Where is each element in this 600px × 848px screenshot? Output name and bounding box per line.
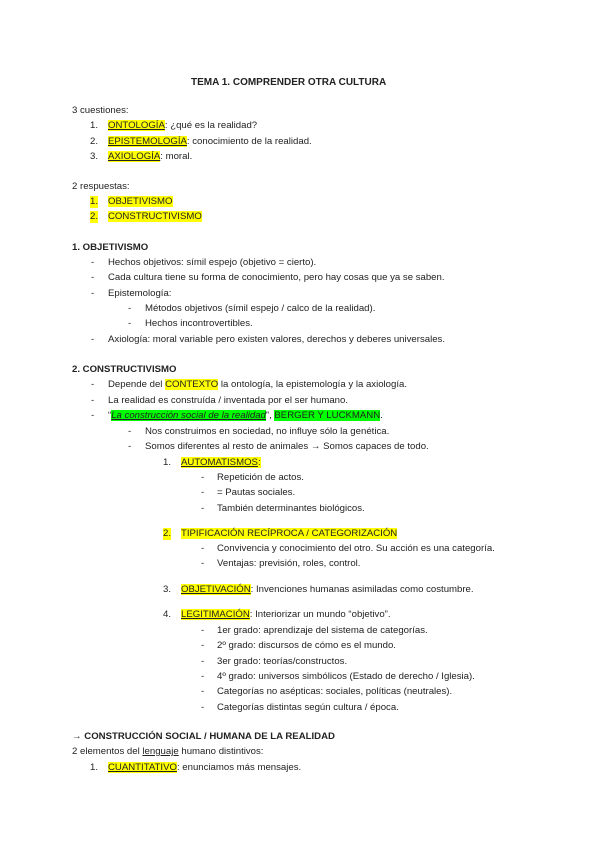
text-fragment: humano distintivos:: [178, 746, 264, 757]
list-item: [181, 528, 397, 540]
bullet-text: 2º grado: discursos de cómo es el mundo.: [217, 640, 396, 651]
bullet-text: [108, 410, 383, 422]
book-title: La construcción social de la realidad: [111, 410, 266, 421]
bullet-text: Somos diferentes al resto de animales → Somos capaces de todo.: [145, 441, 429, 452]
bullet-text: 4º grado: universos simbólicos (Estado de derecho / Iglesia).: [217, 671, 475, 682]
bullet-text: Cada cultura tiene su forma de conocimiento, pero hay cosas que ya se saben.: [108, 272, 445, 283]
list-number: 1.: [90, 196, 99, 207]
text-fragment: ”,: [265, 410, 275, 421]
bullet-text: Repetición de actos.: [217, 472, 304, 483]
term-constructivismo: CONSTRUCTIVISMO: [108, 211, 202, 222]
bullet-text: La realidad es construída / inventada por el ser humano.: [108, 395, 348, 406]
dash-bullet: -: [201, 671, 205, 682]
list-item: [181, 584, 474, 596]
term-axiologia: AXIOLOGÍA: [108, 151, 161, 162]
dash-bullet: -: [91, 272, 95, 283]
item-text: :: [257, 457, 261, 468]
bullet-text: Categorías no asépticas: sociales, políticas (neutrales).: [217, 686, 453, 697]
text-fragment: la ontología, la epistemología y la axiología.: [218, 379, 408, 390]
item-text: : ¿qué es la realidad?: [164, 120, 258, 131]
list-number: 1.: [90, 762, 99, 773]
list-item: [108, 762, 301, 774]
term-epistemologia: EPISTEMOLOGÍA: [108, 136, 187, 147]
dash-bullet: -: [201, 625, 205, 636]
text-fragment: .: [380, 410, 383, 421]
respuestas-intro: 2 respuestas:: [72, 181, 130, 192]
list-item: [108, 136, 312, 148]
bullet-text: Hechos incontrovertibles.: [145, 318, 253, 329]
dash-bullet: -: [201, 543, 205, 554]
dash-bullet: -: [201, 686, 205, 697]
dash-bullet: -: [201, 503, 205, 514]
bullet-text: 3er grado: teorías/constructos.: [217, 656, 348, 667]
list-item: [108, 196, 173, 208]
dash-bullet: -: [201, 558, 205, 569]
term-legitimacion: LEGITIMACIÓN: [181, 609, 250, 620]
text-fragment: “: [108, 410, 112, 421]
bullet-text: Epistemología:: [108, 288, 172, 299]
term-contexto: CONTEXTO: [165, 379, 219, 390]
term-tipificacion: TIPIFICACIÓN RECÍPROCA / CATEGORIZACIÓN: [181, 528, 398, 539]
list-item: [181, 457, 261, 469]
dash-bullet: -: [128, 441, 132, 452]
dash-bullet: -: [128, 318, 132, 329]
term-automatismos: AUTOMATISMOS: [181, 457, 258, 468]
bullet-text: También determinantes biológicos.: [217, 503, 365, 514]
list-number: 3.: [90, 151, 99, 162]
text-fragment: 2 elementos del: [72, 746, 143, 757]
term-cuantitativo: CUANTITATIVO: [108, 762, 177, 773]
dash-bullet: -: [201, 656, 205, 667]
dash-bullet: -: [128, 303, 132, 314]
dash-bullet: -: [91, 395, 95, 406]
text-fragment: Depende del: [108, 379, 166, 390]
item-text: : Interiorizar un mundo “objetivo”.: [249, 609, 391, 620]
list-number: 2.: [163, 528, 172, 539]
dash-bullet: -: [91, 257, 95, 268]
authors: BERGER Y LUCKMANN: [274, 410, 381, 421]
bullet-text: Ventajas: previsión, roles, control.: [217, 558, 361, 569]
item-text: : conocimiento de la realidad.: [186, 136, 312, 147]
bullet-text: Hechos objetivos: símil espejo (objetivo = cierto).: [108, 257, 317, 268]
section-heading-objetivismo: 1. OBJETIVISMO: [72, 242, 149, 253]
term-objetivismo: OBJETIVISMO: [108, 196, 173, 207]
list-item: [108, 151, 192, 163]
dash-bullet: -: [91, 410, 95, 421]
cuestiones-intro: 3 cuestiones:: [72, 105, 129, 116]
list-item: [108, 120, 257, 132]
bullet-text: Convivencia y conocimiento del otro. Su acción es una categoría.: [217, 543, 495, 554]
item-text: : enunciamos más mensajes.: [176, 762, 302, 773]
list-item: [181, 609, 391, 621]
list-number: 2.: [90, 136, 99, 147]
list-number: 4.: [163, 609, 172, 620]
list-number: 3.: [163, 584, 172, 595]
dash-bullet: -: [201, 487, 205, 498]
bullet-text: Axiología: moral variable pero existen valores, derechos y deberes universales.: [108, 334, 446, 345]
page-title: TEMA 1. COMPRENDER OTRA CULTURA: [191, 77, 387, 88]
bullet-text: 1er grado: aprendizaje del sistema de categorías.: [217, 625, 428, 636]
dash-bullet: -: [201, 472, 205, 483]
construccion-intro: [72, 746, 263, 758]
term-lenguaje: lenguaje: [142, 746, 179, 757]
dash-bullet: -: [91, 334, 95, 345]
section-heading-constructivismo: 2. CONSTRUCTIVISMO: [72, 364, 177, 375]
bullet-text: Métodos objetivos (símil espejo / calco de la realidad).: [145, 303, 376, 314]
bullet-text: [108, 379, 407, 391]
term-ontologia: ONTOLOGÍA: [108, 120, 165, 131]
bullet-text: Categorías distintas según cultura / época.: [217, 702, 399, 713]
item-text: : moral.: [160, 151, 193, 162]
term-objetivacion: OBJETIVACIÓN: [181, 584, 251, 595]
list-number: 1.: [90, 120, 99, 131]
dash-bullet: -: [128, 426, 132, 437]
dash-bullet: -: [91, 288, 95, 299]
list-number: 2.: [90, 211, 99, 222]
list-number: 1.: [163, 457, 172, 468]
section-heading-construccion: → CONSTRUCCIÓN SOCIAL / HUMANA DE LA REALIDAD: [72, 731, 335, 742]
dash-bullet: -: [201, 702, 205, 713]
item-text: : Invenciones humanas asimiladas como costumbre.: [250, 584, 474, 595]
dash-bullet: -: [91, 379, 95, 390]
bullet-text: Nos construimos en sociedad, no influye sólo la genética.: [145, 426, 390, 437]
list-item: [108, 211, 202, 223]
dash-bullet: -: [201, 640, 205, 651]
bullet-text: = Pautas sociales.: [217, 487, 296, 498]
